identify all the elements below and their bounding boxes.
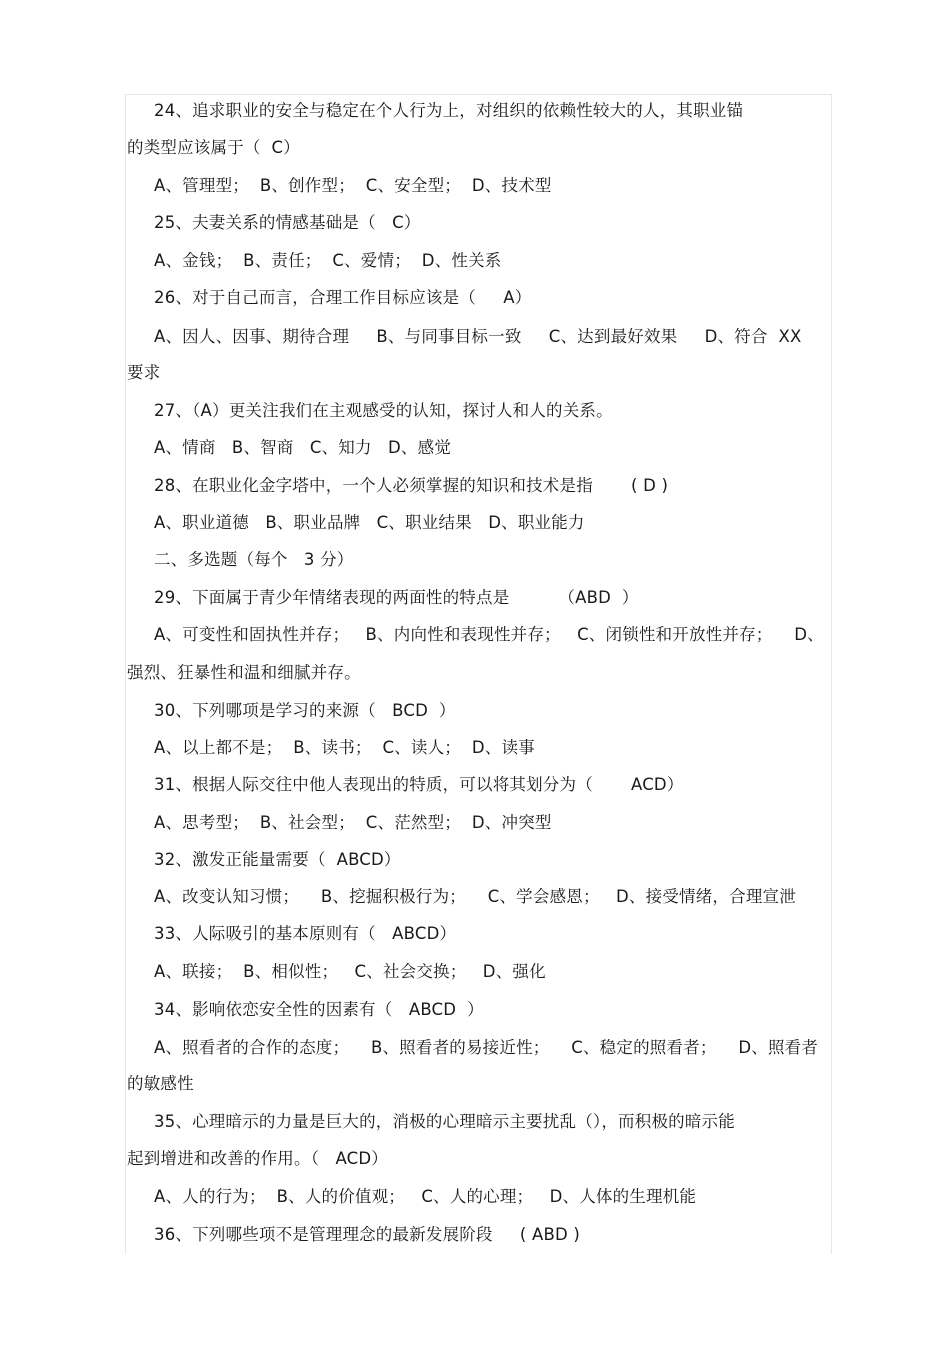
question-35-options: A、人的行为； B、人的价值观； C、人的心理； D、人体的生理机能 <box>154 1187 697 1206</box>
question-35-continuation: 起到增进和改善的作用。（ ACD） <box>127 1149 389 1168</box>
question-25-options: A、金钱； B、责任； C、爱情； D、性关系 <box>154 251 502 270</box>
question-34-options-continuation: 的敏感性 <box>127 1074 194 1093</box>
question-24-options: A、管理型； B、创作型； C、安全型； D、技术型 <box>154 176 552 195</box>
question-32-text: 32、激发正能量需要（ ABCD） <box>154 850 401 869</box>
question-28-text: 28、在职业化金字塔中，一个人必须掌握的知识和技术是指 ( D ) <box>154 476 669 495</box>
question-24-text: 24、追求职业的安全与稳定在个人行为上，对组织的依赖性较大的人，其职业锚 <box>154 101 744 120</box>
question-24-continuation: 的类型应该属于（ C） <box>127 138 300 157</box>
section-heading-multiple-choice: 二、多选题（每个 3 分） <box>154 550 354 569</box>
question-29-text: 29、下面属于青少年情绪表现的两面性的特点是 （ABD ） <box>154 588 639 607</box>
question-26-text: 26、对于自己而言，合理工作目标应该是（ A） <box>154 288 532 307</box>
question-26-options-continuation: 要求 <box>127 363 161 382</box>
question-25-text: 25、夫妻关系的情感基础是（ C） <box>154 213 421 232</box>
question-34-text: 34、影响依恋安全性的因素有（ ABCD ） <box>154 1000 484 1019</box>
question-31-text: 31、根据人际交往中他人表现出的特质，可以将其划分为（ ACD） <box>154 775 684 794</box>
question-26-options: A、因人、因事、期待合理 B、与同事目标一致 C、达到最好效果 D、符合 XX <box>154 327 802 346</box>
question-33-options: A、联接； B、相似性； C、社会交换； D、强化 <box>154 962 546 981</box>
question-35-text: 35、心理暗示的力量是巨大的，消极的心理暗示主要扰乱（），而积极的暗示能 <box>154 1112 735 1131</box>
question-27-text: 27、（A）更关注我们在主观感受的认知，探讨人和人的关系。 <box>154 401 613 420</box>
question-34-options: A、照看者的合作的态度； B、照看者的易接近性； C、稳定的照看者； D、照看者 <box>154 1038 819 1057</box>
question-29-options: A、可变性和固执性并存； B、内向性和表现性并存； C、闭锁性和开放性并存； D、 <box>154 625 824 644</box>
question-27-options: A、情商 B、智商 C、知力 D、感觉 <box>154 438 452 457</box>
question-31-options: A、思考型； B、社会型； C、茫然型； D、冲突型 <box>154 813 552 832</box>
question-29-options-continuation: 强烈、狂暴性和温和细腻并存。 <box>127 663 361 682</box>
question-30-options: A、以上都不是； B、读书； C、读人； D、读事 <box>154 738 535 757</box>
question-30-text: 30、下列哪项是学习的来源（ BCD ） <box>154 701 456 720</box>
question-32-options: A、改变认知习惯； B、挖掘积极行为； C、学会感恩； D、接受情绪，合理宣泄 <box>154 887 796 906</box>
question-28-options: A、职业道德 B、职业品牌 C、职业结果 D、职业能力 <box>154 513 585 532</box>
question-33-text: 33、人际吸引的基本原则有（ ABCD） <box>154 924 457 943</box>
question-36-text: 36、下列哪些项不是管理理念的最新发展阶段 ( ABD ) <box>154 1225 580 1244</box>
